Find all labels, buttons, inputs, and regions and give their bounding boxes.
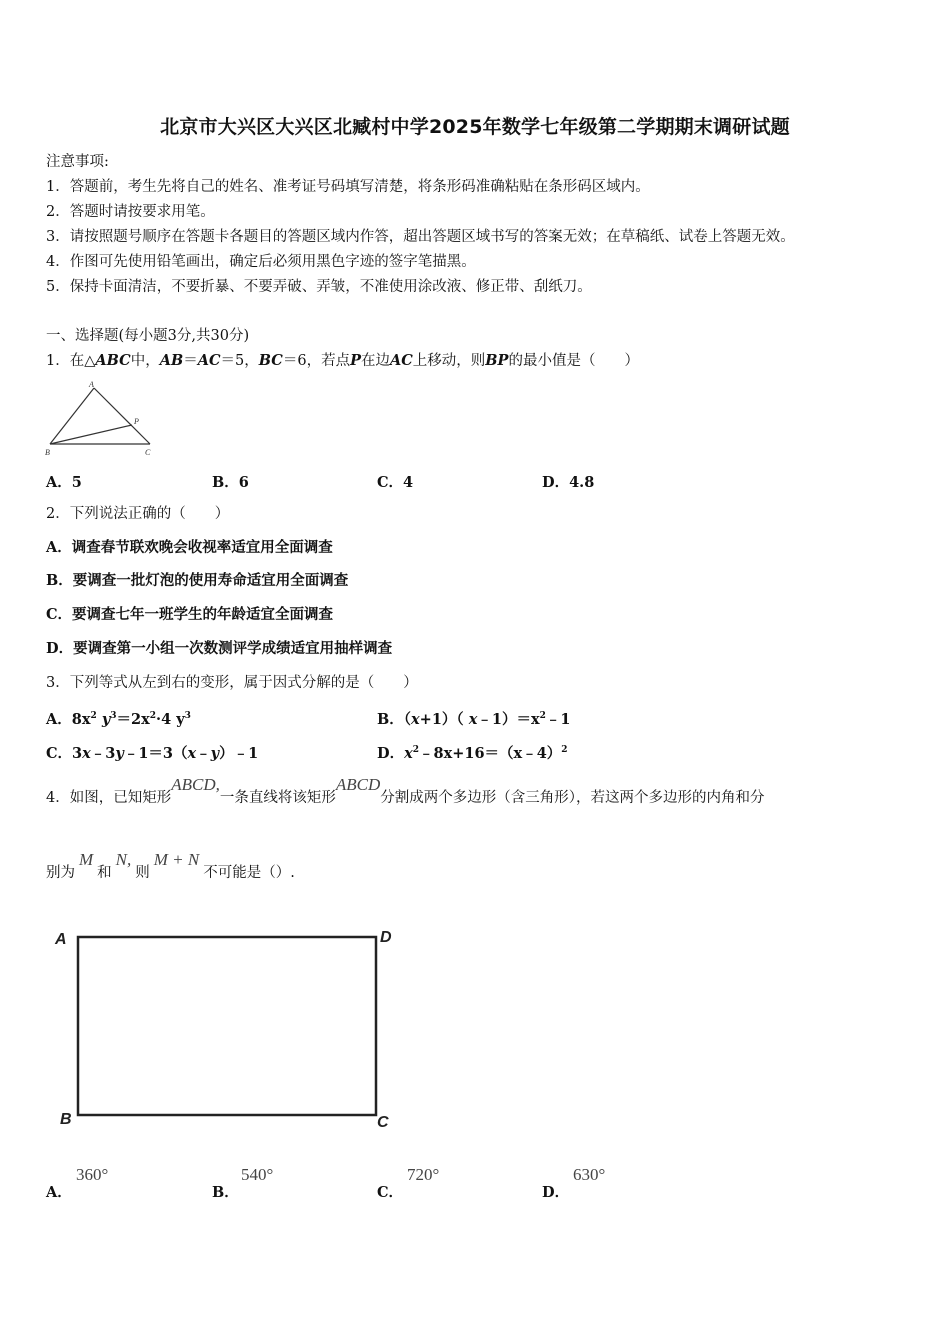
notice-item-5: 5．保持卡面清洁，不要折暴、不要弄破、弄皱，不准使用涂改液、修正带、刮纸刀。 — [46, 279, 592, 295]
question-4-line-1: 4．如图，已知矩形ABCD,一条直线将该矩形ABCD分割成两个多边形（含三角形），若这两个多边形的内角和分 — [46, 775, 765, 806]
q2-option-b[interactable]: B．要调查一批灯泡的使用寿命适宜用全面调查 — [46, 572, 349, 589]
q3-option-c[interactable]: C．3x﹣3y﹣1＝3（x﹣y）﹣1 — [46, 745, 259, 762]
q2-option-c[interactable]: C．要调查七年一班学生的年龄适宜全面调查 — [46, 606, 334, 623]
q4-option-a-label[interactable]: A． — [46, 1184, 72, 1201]
q1-option-a[interactable]: A．5 — [46, 474, 82, 491]
question-2-stem: 2．下列说法正确的（ ） — [46, 506, 230, 522]
q4-option-b-value: 540° — [241, 1165, 274, 1184]
q3-option-a[interactable]: A．$8x^2$ $y^3=2x^2\cdot 4$ $y^3$ — [46, 711, 191, 728]
rectangle-abcd — [78, 937, 376, 1115]
label-p: P — [134, 417, 139, 426]
label-c: C — [377, 1114, 389, 1131]
rectangle-figure — [52, 922, 402, 1132]
q2-option-d[interactable]: D．要调查第一小组一次数测评学成绩适宜用抽样调查 — [46, 640, 393, 657]
label-a: A — [89, 380, 94, 389]
notice-item-2: 2．答题时请按要求用笔。 — [46, 204, 215, 220]
section-heading: 一、选择题(每小题3分,共30分) — [46, 328, 250, 344]
q1-number: 1． — [46, 353, 70, 369]
q3-option-b[interactable]: B．（x+1）（ $x﹣1)=x^2﹣1$ — [377, 711, 571, 728]
page-title: 北京市大兴区大兴区北臧村中学2025年数学七年级第二学期期末调研试题 — [160, 116, 790, 138]
label-d: D — [380, 929, 392, 946]
q3-option-d[interactable]: D．$x^2﹣8x+16=(x﹣4)^2$ — [377, 745, 568, 762]
q1-option-d[interactable]: D．4.8 — [542, 474, 595, 491]
q4-option-c-label[interactable]: C． — [377, 1184, 404, 1201]
q4-option-d-value: 630° — [573, 1165, 606, 1184]
notice-heading: 注意事项: — [46, 154, 109, 170]
triangle-side-ac — [94, 388, 150, 444]
triangle-figure — [44, 378, 159, 458]
q4-option-c-value: 720° — [407, 1165, 440, 1184]
question-1-stem: 1．在△ABC中，AB＝AC＝5，BC＝6，若点P在边AC上移动，则BP的最小值是（ ） — [46, 352, 639, 369]
notice-item-1: 1．答题前，考生先将自己的姓名、准考证号码填写清楚，将条形码准确粘贴在条形码区域内。 — [46, 179, 650, 195]
question-4-line-2: 别为M和N,则M + N不可能是（）. — [46, 850, 295, 881]
q2-option-a[interactable]: A．调查春节联欢晚会收视率适宜用全面调查 — [46, 539, 333, 556]
q4-option-a-value: 360° — [76, 1165, 109, 1184]
label-b: B — [60, 1111, 72, 1128]
q1-option-c[interactable]: C．4 — [377, 474, 414, 491]
label-b: B — [45, 448, 50, 457]
question-3-stem: 3．下列等式从左到右的变形，属于因式分解的是（ ） — [46, 675, 418, 691]
label-c: C — [145, 448, 151, 457]
q4-option-b-label[interactable]: B． — [212, 1184, 239, 1201]
q1-option-b[interactable]: B．6 — [212, 474, 249, 491]
notice-item-3: 3．请按照题号顺序在答题卡各题目的答题区域内作答，超出答题区域书写的答案无效；在草稿纸、试卷上答题无效。 — [46, 229, 795, 245]
label-a: A — [55, 931, 67, 948]
notice-item-4: 4．作图可先使用铅笔画出，确定后必须用黑色字迹的签字笔描黑。 — [46, 254, 476, 270]
q4-option-d-label[interactable]: D． — [542, 1184, 570, 1201]
